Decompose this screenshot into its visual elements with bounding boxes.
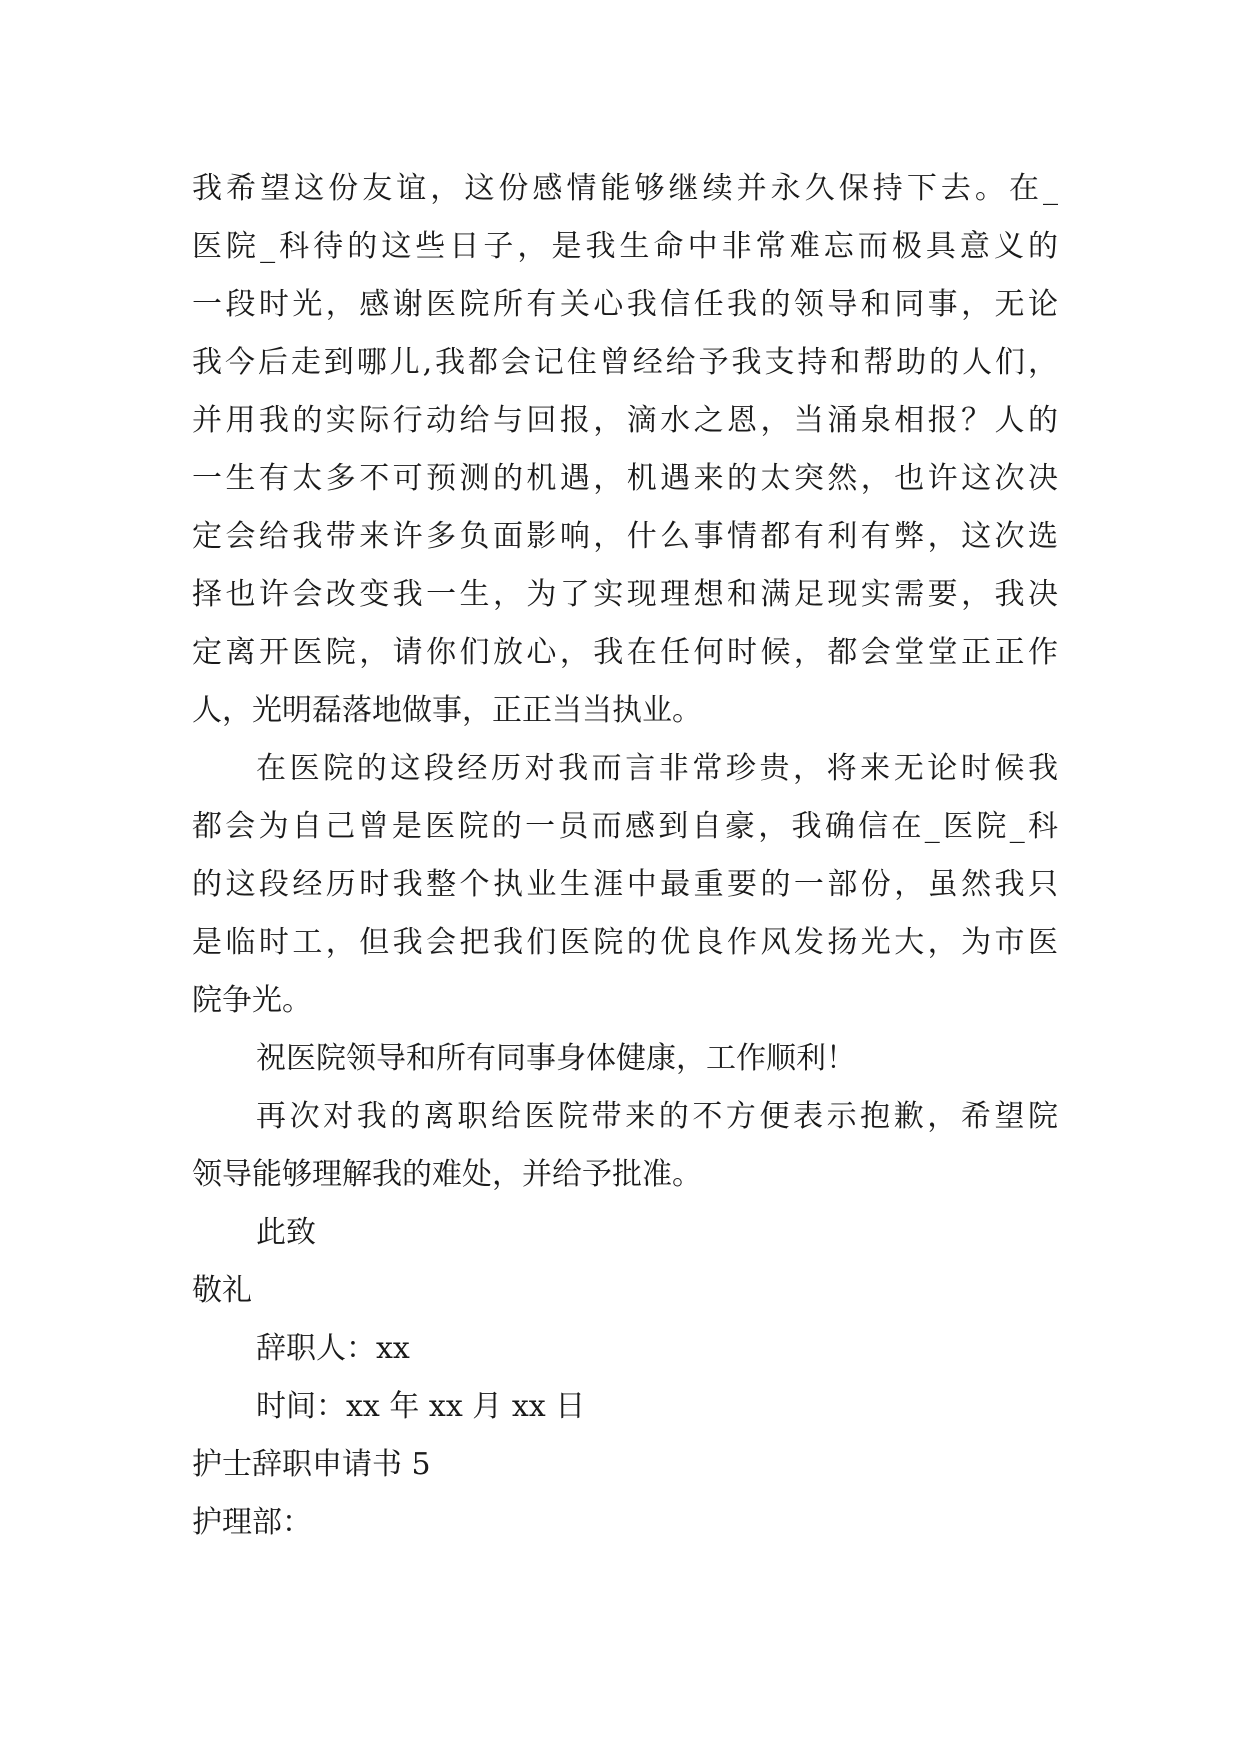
- text-line: 的这段经历时我整个执业生涯中最重要的一部份，虽然我只: [192, 867, 1058, 902]
- document-body: [192, 160, 1058, 1552]
- text-line: 定离开医院，请你们放心，我在任何时候，都会堂堂正正作: [192, 635, 1058, 670]
- text-line: 人，光明磊落地做事，正正当当执业。: [192, 693, 702, 728]
- text-line: 再次对我的离职给医院带来的不方便表示抱歉，希望院: [256, 1099, 1058, 1134]
- text-line: 并用我的实际行动给与回报，滴水之恩，当涌泉相报？人的: [192, 403, 1058, 438]
- text-line: 我今后走到哪儿,我都会记住曾经给予我支持和帮助的人们，: [192, 345, 1058, 380]
- signature-date: 时间：xx 年 xx 月 xx 日: [256, 1389, 586, 1424]
- text-line: 我希望这份友谊，这份感情能够继续并永久保持下去。在_: [192, 171, 1058, 206]
- section-addressee: 护理部：: [192, 1505, 312, 1540]
- text-line: 领导能够理解我的难处，并给予批准。: [192, 1157, 702, 1192]
- text-line: 院争光。: [192, 983, 312, 1018]
- text-line: 一段时光，感谢医院所有关心我信任我的领导和同事，无论: [192, 287, 1058, 322]
- text-line: 都会为自己曾是医院的一员而感到自豪，我确信在_医院_科: [192, 809, 1058, 844]
- paragraph-1: [192, 160, 1058, 740]
- closing-jingli: 敬礼: [192, 1273, 252, 1308]
- text-line: 在医院的这段经历对我而言非常珍贵，将来无论时候我: [256, 751, 1058, 786]
- text-line: 一生有太多不可预测的机遇，机遇来的太突然，也许这次决: [192, 461, 1058, 496]
- text-line: 祝医院领导和所有同事身体健康，工作顺利！: [256, 1041, 856, 1076]
- signature-resigner: 辞职人：xx: [256, 1331, 410, 1366]
- text-line: 定会给我带来许多负面影响，什么事情都有利有弊，这次选: [192, 519, 1058, 554]
- paragraph-3: [192, 1030, 1058, 1088]
- text-line: 医院_科待的这些日子，是我生命中非常难忘而极具意义的: [192, 229, 1058, 264]
- text-line: 是临时工，但我会把我们医院的优良作风发扬光大，为市医: [192, 925, 1058, 960]
- closing-cizhi: 此致: [256, 1215, 316, 1250]
- section-title: 护士辞职申请书 5: [192, 1447, 431, 1482]
- text-line: 择也许会改变我一生，为了实现理想和满足现实需要，我决: [192, 577, 1058, 612]
- paragraph-4: [192, 1088, 1058, 1204]
- paragraph-2: [192, 740, 1058, 1030]
